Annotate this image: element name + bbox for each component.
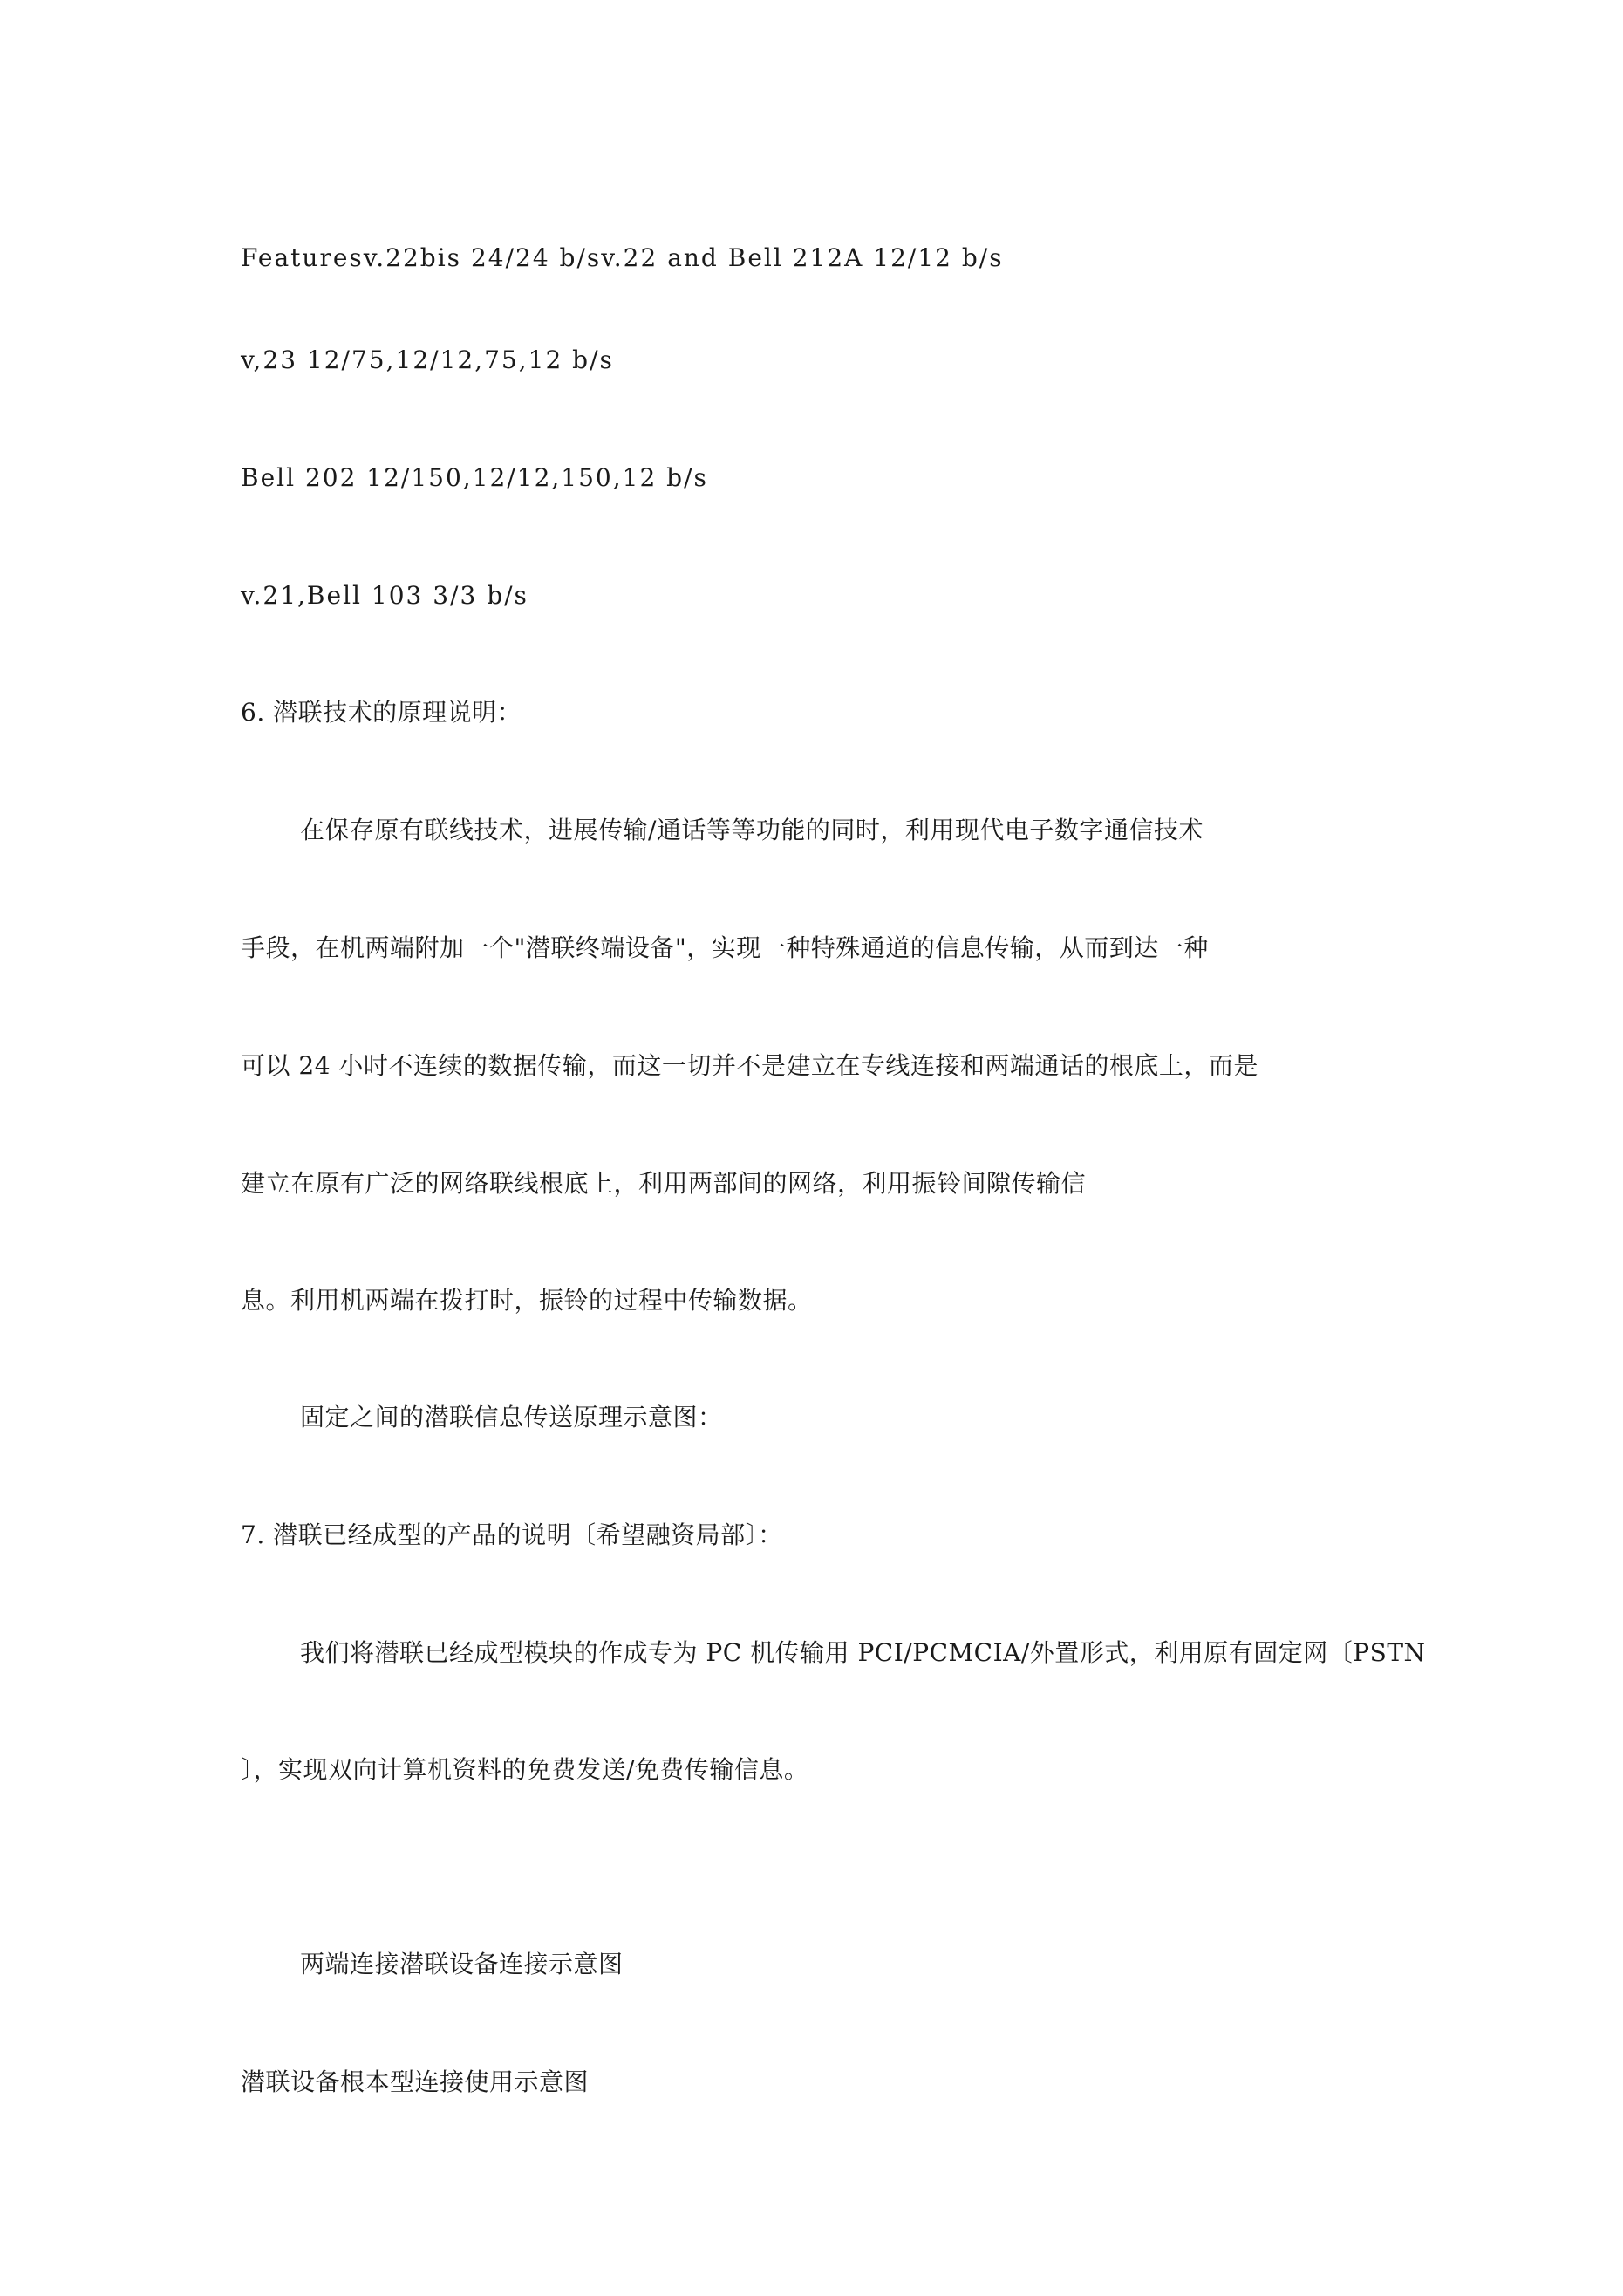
figure-caption-principle: 固定之间的潜联信息传送原理示意图： xyxy=(300,1403,723,1432)
paragraph-line-5: 息。利用机两端在拨打时，振铃的过程中传输数据。 xyxy=(241,1286,813,1315)
modem-spec-line-3: Bell 202 12/150,12/12,150,12 b/s xyxy=(241,463,708,492)
section-7-heading: 7. 潜联已经成型的产品的说明〔希望融资局部〕： xyxy=(241,1520,783,1549)
section-6-heading: 6. 潜联技术的原理说明： xyxy=(241,698,522,727)
modem-spec-line-1: Featuresv.22bis 24/24 b/sv.22 and Bell 212A 12/12 b/s xyxy=(241,243,1004,272)
paragraph-line-1: 在保存原有联线技术，进展传输/通话等等功能的同时，利用现代电子数字通信技术 xyxy=(300,816,1204,844)
modem-spec-line-4: v.21,Bell 103 3/3 b/s xyxy=(241,581,528,610)
product-paragraph-line-1: 我们将潜联已经成型模块的作成专为 PC 机传输用 PCI/PCMCIA/外置形式，利用原有固定网〔PSTN xyxy=(300,1638,1426,1667)
modem-spec-line-2: v,23 12/75,12/12,75,12 b/s xyxy=(241,345,614,374)
product-paragraph-line-2: 〕，实现双向计算机资料的免费发送/免费传输信息。 xyxy=(241,1755,809,1784)
figure-caption-connection: 两端连接潜联设备连接示意图 xyxy=(300,1950,624,1978)
paragraph-line-4: 建立在原有广泛的网络联线根底上，利用两部间的网络，利用振铃间隙传输信 xyxy=(241,1169,1087,1198)
figure-caption-basic-usage: 潜联设备根本型连接使用示意图 xyxy=(241,2067,590,2096)
paragraph-line-3: 可以 24 小时不连续的数据传输，而这一切并不是建立在专线连接和两端通话的根底上，而是 xyxy=(241,1051,1258,1080)
paragraph-line-2: 手段，在机两端附加一个"潜联终端设备"，实现一种特殊通道的信息传输，从而到达一种 xyxy=(241,933,1209,962)
